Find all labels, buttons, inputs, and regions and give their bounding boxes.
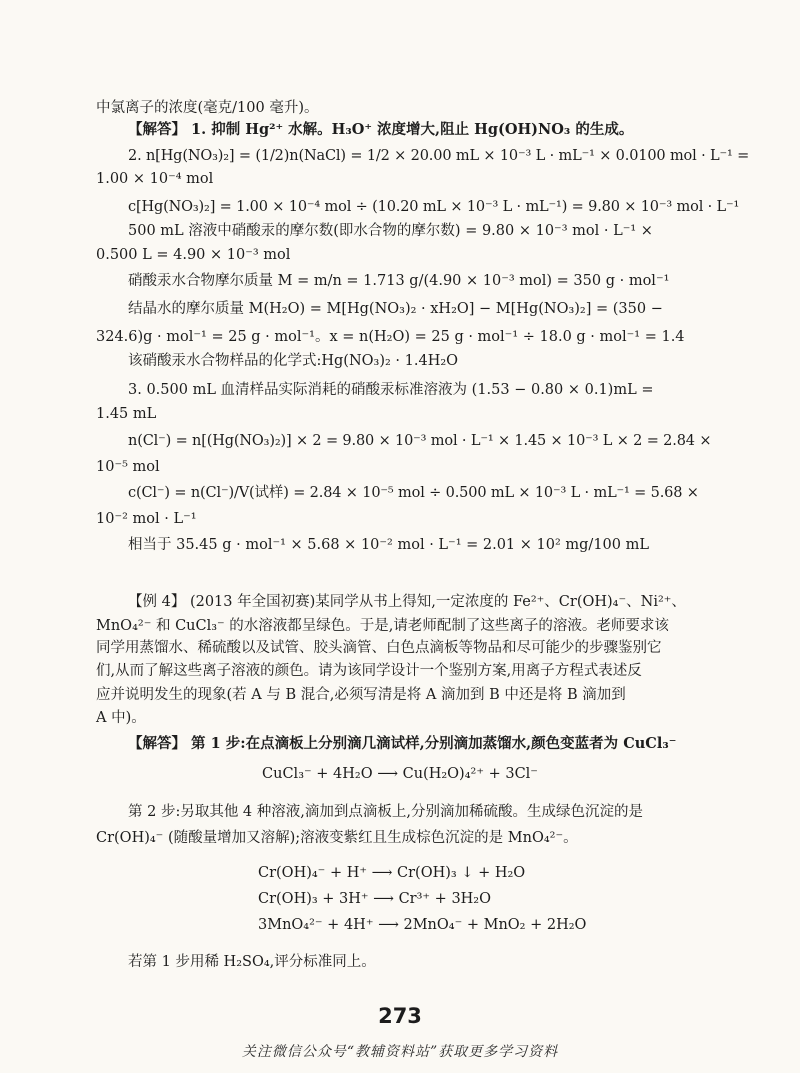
equation-3: Cr(OH)₃ + 3H⁺ ⟶ Cr³⁺ + 3H₂O (258, 891, 492, 907)
text-line-1: 中氯离子的浓度(毫克/100 毫升)。 (96, 100, 319, 116)
text-line-23: 应并说明发生的现象(若 A 与 B 混合,必须写清是将 A 滴加到 B 中还是将 B 滴加到 (96, 687, 626, 703)
equation-2: Cr(OH)₄⁻ + H⁺ ⟶ Cr(OH)₃ ↓ + H₂O (258, 865, 526, 881)
text-line-5: c[Hg(NO₃)₂] = 1.00 × 10⁻⁴ mol ÷ (10.20 mL × 10⁻³ L · mL⁻¹) = 9.80 × 10⁻³ mol · L⁻¹ (128, 199, 740, 215)
footer-watermark: 关注微信公众号“教辅资料站”获取更多学习资料 (241, 1044, 559, 1060)
text-line-17: 10⁻² mol · L⁻¹ (96, 511, 197, 527)
text-line-20: MnO₄²⁻ 和 CuCl₃⁻ 的水溶液都呈绿色。于是,请老师配制了这些离子的溶液。老师要求该 (96, 618, 669, 634)
example-4-heading: 【例 4】 (2013 年全国初赛)某同学从书上得知,一定浓度的 Fe²⁺、Cr(OH)₄⁻、Ni²⁺、 (128, 594, 686, 610)
text-line-32: 若第 1 步用稀 H₂SO₄,评分标准同上。 (128, 954, 376, 970)
text-line-7: 0.500 L = 4.90 × 10⁻³ mol (96, 247, 291, 263)
text-line-10: 324.6)g · mol⁻¹ = 25 g · mol⁻¹。x = n(H₂O) = 25 g · mol⁻¹ ÷ 18.0 g · mol⁻¹ = 1.4 (96, 329, 685, 345)
answer-step-1: 【解答】 第 1 步:在点滴板上分别滴几滴试样,分别滴加蒸馏水,颜色变蓝者为 CuCl₃⁻ (128, 735, 677, 752)
text-line-22: 们,从而了解这些离子溶液的颜色。请为该同学设计一个鉴别方案,用离子方程式表述反 (96, 663, 642, 679)
text-line-8: 硝酸汞水合物摩尔质量 M = m/n = 1.713 g/(4.90 × 10⁻³ mol) = 350 g · mol⁻¹ (128, 273, 670, 289)
page-number: 273 (378, 1004, 422, 1028)
text-line-4: 1.00 × 10⁻⁴ mol (96, 171, 214, 187)
text-line-6: 500 mL 溶液中硝酸汞的摩尔数(即水合物的摩尔数) = 9.80 × 10⁻³ mol · L⁻¹ × (128, 223, 653, 239)
text-line-15: 10⁻⁵ mol (96, 459, 160, 475)
equation-1: CuCl₃⁻ + 4H₂O ⟶ Cu(H₂O)₄²⁺ + 3Cl⁻ (262, 766, 538, 782)
text-line-24: A 中)。 (96, 710, 146, 726)
text-line-18: 相当于 35.45 g · mol⁻¹ × 5.68 × 10⁻² mol · L⁻¹ = 2.01 × 10² mg/100 mL (128, 537, 649, 553)
text-line-16: c(Cl⁻) = n(Cl⁻)/V(试样) = 2.84 × 10⁻⁵ mol ÷ 0.500 mL × 10⁻³ L · mL⁻¹ = 5.68 × (128, 485, 699, 501)
text-line-9: 结晶水的摩尔质量 M(H₂O) = M[Hg(NO₃)₂ · xH₂O] − M[Hg(NO₃)₂] = (350 − (128, 301, 663, 317)
text-line-13: 1.45 mL (96, 406, 157, 422)
text-line-3: 2. n[Hg(NO₃)₂] = (1/2)n(NaCl) = 1/2 × 20.00 mL × 10⁻³ L · mL⁻¹ × 0.0100 mol · L⁻¹ = (128, 148, 750, 164)
text-line-21: 同学用蒸馏水、稀硫酸以及试管、胶头滴管、白色点滴板等物品和尽可能少的步骤鉴别它 (96, 640, 662, 656)
text-line-11: 该硝酸汞水合物样品的化学式:Hg(NO₃)₂ · 1.4H₂O (128, 353, 459, 369)
answer-heading-line: 【解答】 1. 抑制 Hg²⁺ 水解。H₃O⁺ 浓度增大,阻止 Hg(OH)NO₃ 的生成。 (128, 121, 634, 138)
text-line-27: 第 2 步:另取其他 4 种溶液,滴加到点滴板上,分别滴加稀硫酸。生成绿色沉淀的是 (128, 804, 643, 820)
equation-4: 3MnO₄²⁻ + 4H⁺ ⟶ 2MnO₄⁻ + MnO₂ + 2H₂O (258, 917, 587, 933)
text-line-28: Cr(OH)₄⁻ (随酸量增加又溶解);溶液变紫红且生成棕色沉淀的是 MnO₄²⁻。 (96, 830, 578, 846)
text-line-12: 3. 0.500 mL 血清样品实际消耗的硝酸汞标准溶液为 (1.53 − 0.80 × 0.1)mL = (128, 382, 654, 398)
text-line-14: n(Cl⁻) = n[(Hg(NO₃)₂)] × 2 = 9.80 × 10⁻³ mol · L⁻¹ × 1.45 × 10⁻³ L × 2 = 2.84 × (128, 433, 712, 449)
